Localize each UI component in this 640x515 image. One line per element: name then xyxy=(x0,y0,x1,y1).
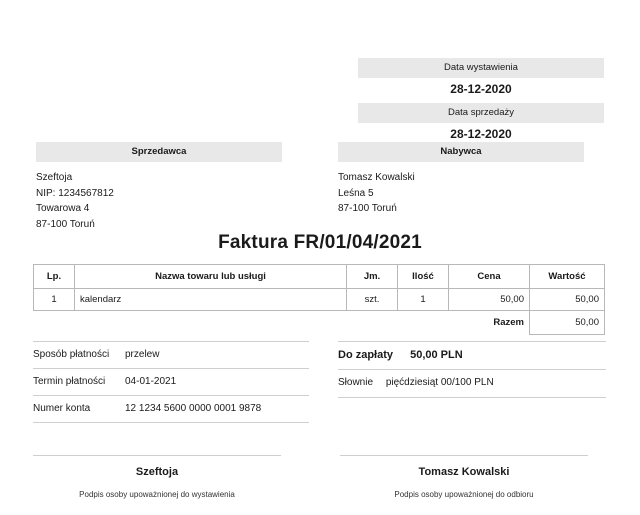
items-table xyxy=(33,264,605,335)
buyer-street: Leśna 5 xyxy=(338,187,374,199)
seller-title: Sprzedawca xyxy=(36,142,282,162)
buyer-block xyxy=(338,142,584,217)
sale-date-value: 28-12-2020 xyxy=(450,127,512,141)
cell-unit: szt. xyxy=(347,289,398,311)
summary-label: Razem xyxy=(493,317,524,329)
signature-issuer-name: Szeftoja xyxy=(135,466,179,478)
amount-in-words-label: Słownie xyxy=(338,377,374,388)
items-table-header-row xyxy=(34,265,605,289)
buyer-title: Nabywca xyxy=(338,142,584,162)
totals-block xyxy=(338,341,606,398)
column-header-unit: Jm. xyxy=(347,265,398,289)
signature-receiver-caption: Podpis osoby upoważnionej do odbioru xyxy=(394,490,534,499)
cell-lp: 1 xyxy=(34,289,75,311)
payment-details xyxy=(33,341,309,423)
cell-qty: 1 xyxy=(398,289,449,311)
summary-value: 50,00 xyxy=(530,311,605,335)
sale-date-label: Data sprzedaży xyxy=(358,103,604,123)
signature-line-left xyxy=(33,455,281,456)
page-title: Faktura FR/01/04/2021 xyxy=(218,232,422,253)
cell-value: 50,00 xyxy=(530,289,605,311)
seller-street: Towarowa 4 xyxy=(36,203,90,214)
payment-method-row xyxy=(33,341,309,369)
column-header-value: Wartość xyxy=(530,265,605,289)
dates-block xyxy=(358,58,604,148)
seller-name: Szeftoja xyxy=(36,172,73,183)
payment-method-value: przelew xyxy=(125,349,160,360)
payment-term-value: 04-01-2021 xyxy=(125,376,177,387)
table-summary-row xyxy=(34,311,605,335)
amount-due-value: 50,00 PLN xyxy=(410,349,463,361)
column-header-name: Nazwa towaru lub usługi xyxy=(75,265,347,289)
amount-due-label: Do zapłaty xyxy=(338,349,394,361)
signature-issuer xyxy=(33,455,281,500)
signature-line-right xyxy=(340,455,588,456)
payment-method-label: Sposób płatności xyxy=(33,349,110,360)
column-header-price: Cena xyxy=(449,265,530,289)
account-number-label: Numer konta xyxy=(33,403,91,414)
buyer-details xyxy=(338,162,584,217)
issue-date-value: 28-12-2020 xyxy=(450,82,512,96)
cell-name: kalendarz xyxy=(75,289,347,311)
account-number-value: 12 1234 5600 0000 0001 9878 xyxy=(125,403,262,414)
signature-receiver-name: Tomasz Kowalski xyxy=(418,466,510,478)
buyer-name: Tomasz Kowalski xyxy=(338,172,415,183)
column-header-lp: Lp. xyxy=(34,265,75,289)
signature-issuer-caption: Podpis osoby upoważnionej do wystawienia xyxy=(79,490,235,499)
seller-details xyxy=(36,162,282,232)
issue-date-label: Data wystawienia xyxy=(358,58,604,78)
cell-price: 50,00 xyxy=(449,289,530,311)
buyer-city: 87-100 Toruń xyxy=(338,203,397,214)
seller-nip: NIP: 1234567812 xyxy=(36,187,114,199)
signature-receiver xyxy=(340,455,588,500)
amount-in-words-row xyxy=(338,370,606,398)
payment-term-label: Termin płatności xyxy=(33,376,106,387)
amount-due-row xyxy=(338,341,606,370)
account-number-row xyxy=(33,396,309,423)
amount-in-words-value: pięćdziesiąt 00/100 PLN xyxy=(385,377,494,388)
seller-block xyxy=(36,142,282,232)
seller-city: 87-100 Toruń xyxy=(36,218,95,230)
payment-term-row xyxy=(33,369,309,396)
column-header-qty: Ilość xyxy=(398,265,449,289)
table-row xyxy=(34,289,605,311)
